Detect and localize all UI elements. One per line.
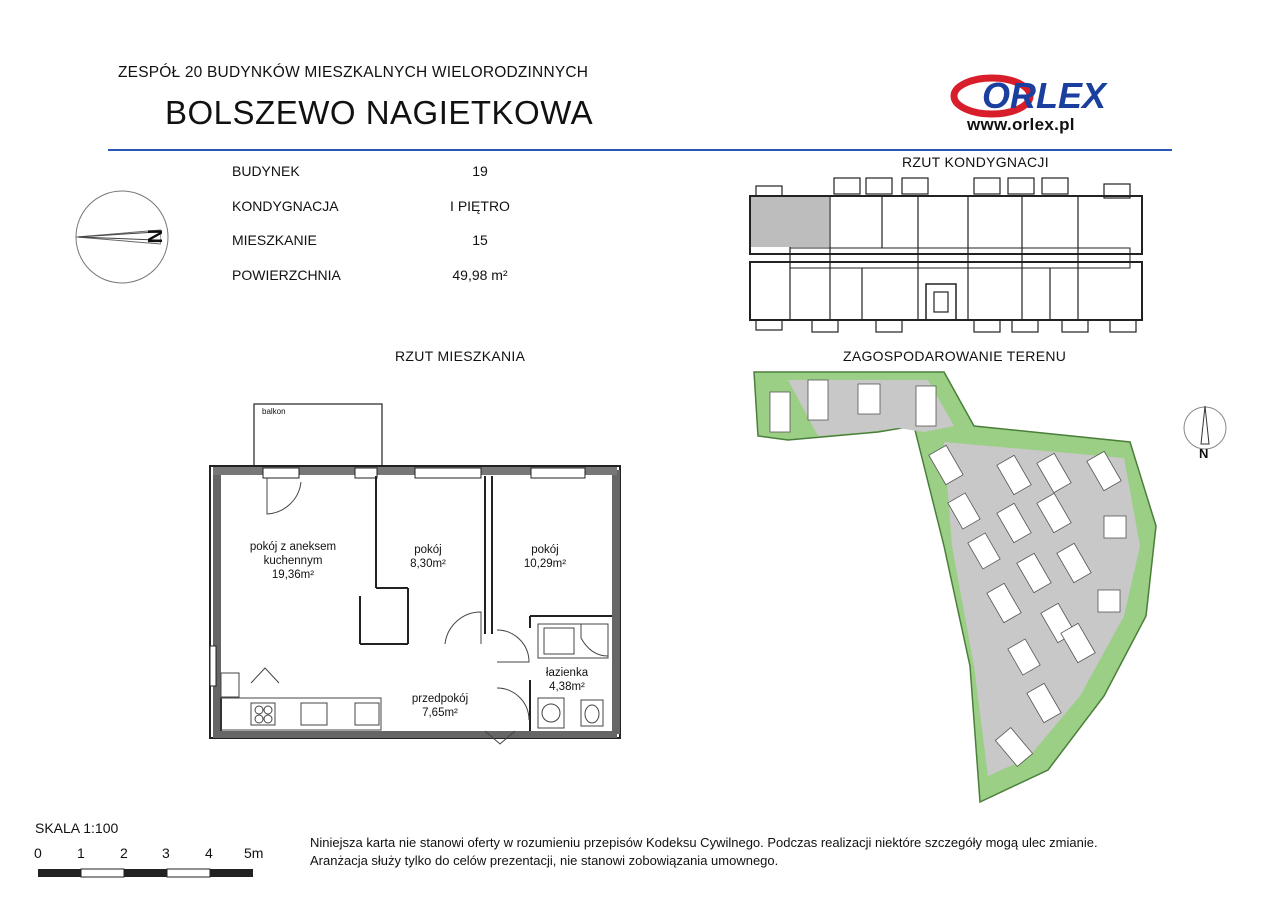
room-bedroom-2-area: 10,29m² bbox=[523, 558, 567, 570]
info-value-building: 19 bbox=[472, 163, 488, 179]
balcony-label: balkon bbox=[262, 407, 286, 416]
room-living-kitchen-name: pokój z aneksem kuchennym bbox=[249, 541, 337, 567]
info-value-apartment: 15 bbox=[472, 232, 488, 248]
heading-site-plan: ZAGOSPODAROWANIE TERENU bbox=[843, 348, 1067, 364]
scale-tick-4: 4 bbox=[205, 845, 213, 861]
room-living-kitchen-area: 19,36m² bbox=[271, 569, 315, 581]
compass-left-letter: N bbox=[143, 229, 165, 244]
logo-url: www.orlex.pl bbox=[967, 115, 1075, 134]
info-label-area: POWIERZCHNIA bbox=[232, 267, 341, 283]
highlighted-apartment bbox=[751, 197, 829, 247]
disclaimer bbox=[310, 834, 1098, 870]
room-bedroom-1 bbox=[398, 543, 458, 571]
floor-plan-drawing bbox=[742, 176, 1147, 336]
room-bedroom-1-name: pokój bbox=[414, 544, 442, 556]
info-label-floor: KONDYGNACJA bbox=[232, 198, 339, 214]
info-label-building: BUDYNEK bbox=[232, 163, 300, 179]
disclaimer-line-1: Niniejsza karta nie stanowi oferty w rozumieniu przepisów Kodeksu Cywilnego. Podczas realizacji niektóre szczegóły mogą ulec zmianie. bbox=[310, 835, 1098, 850]
scale-tick-5: 5m bbox=[244, 845, 264, 861]
orlex-logo bbox=[948, 70, 1178, 118]
room-living-kitchen bbox=[238, 540, 348, 582]
disclaimer-line-2: Aranżacja służy tylko do celów prezentacji, nie stanowi zobowiązania umownego. bbox=[310, 853, 779, 868]
logo-wordmark: ORLEX bbox=[982, 75, 1107, 116]
scale-tick-2: 2 bbox=[120, 845, 128, 861]
room-bedroom-2-name: pokój bbox=[531, 544, 559, 556]
info-label-apartment: MIESZKANIE bbox=[232, 232, 317, 248]
heading-floor-plan: RZUT KONDYGNACJI bbox=[902, 154, 1049, 170]
scale-tick-3: 3 bbox=[162, 845, 170, 861]
room-bathroom-name: łazienka bbox=[545, 667, 589, 679]
header-divider bbox=[108, 149, 1172, 151]
room-bedroom-1-area: 8,30m² bbox=[410, 558, 446, 570]
compass-rose-right bbox=[1180, 402, 1230, 462]
project-subtitle: ZESPÓŁ 20 BUDYNKÓW MIESZKALNYCH WIELORODZINNYCH bbox=[118, 64, 589, 81]
scale-tick-0: 0 bbox=[34, 845, 42, 861]
info-value-floor: I PIĘTRO bbox=[450, 198, 510, 214]
scale-bar bbox=[32, 845, 272, 885]
room-hallway bbox=[400, 692, 480, 720]
scale-label: SKALA 1:100 bbox=[35, 820, 119, 836]
compass-rose-left bbox=[70, 188, 176, 286]
room-bathroom bbox=[537, 666, 597, 694]
room-hallway-name: przedpokój bbox=[411, 693, 469, 705]
info-value-area: 49,98 m² bbox=[452, 267, 508, 283]
scale-tick-1: 1 bbox=[77, 845, 85, 861]
project-title: BOLSZEWO NAGIETKOWA bbox=[165, 94, 594, 131]
site-plan-drawing bbox=[748, 366, 1168, 806]
heading-apartment-plan: RZUT MIESZKANIA bbox=[395, 348, 526, 364]
room-hallway-area: 7,65m² bbox=[422, 707, 458, 719]
compass-right-letter: N bbox=[1199, 446, 1209, 461]
room-bathroom-area: 4,38m² bbox=[549, 681, 585, 693]
room-bedroom-2 bbox=[515, 543, 575, 571]
